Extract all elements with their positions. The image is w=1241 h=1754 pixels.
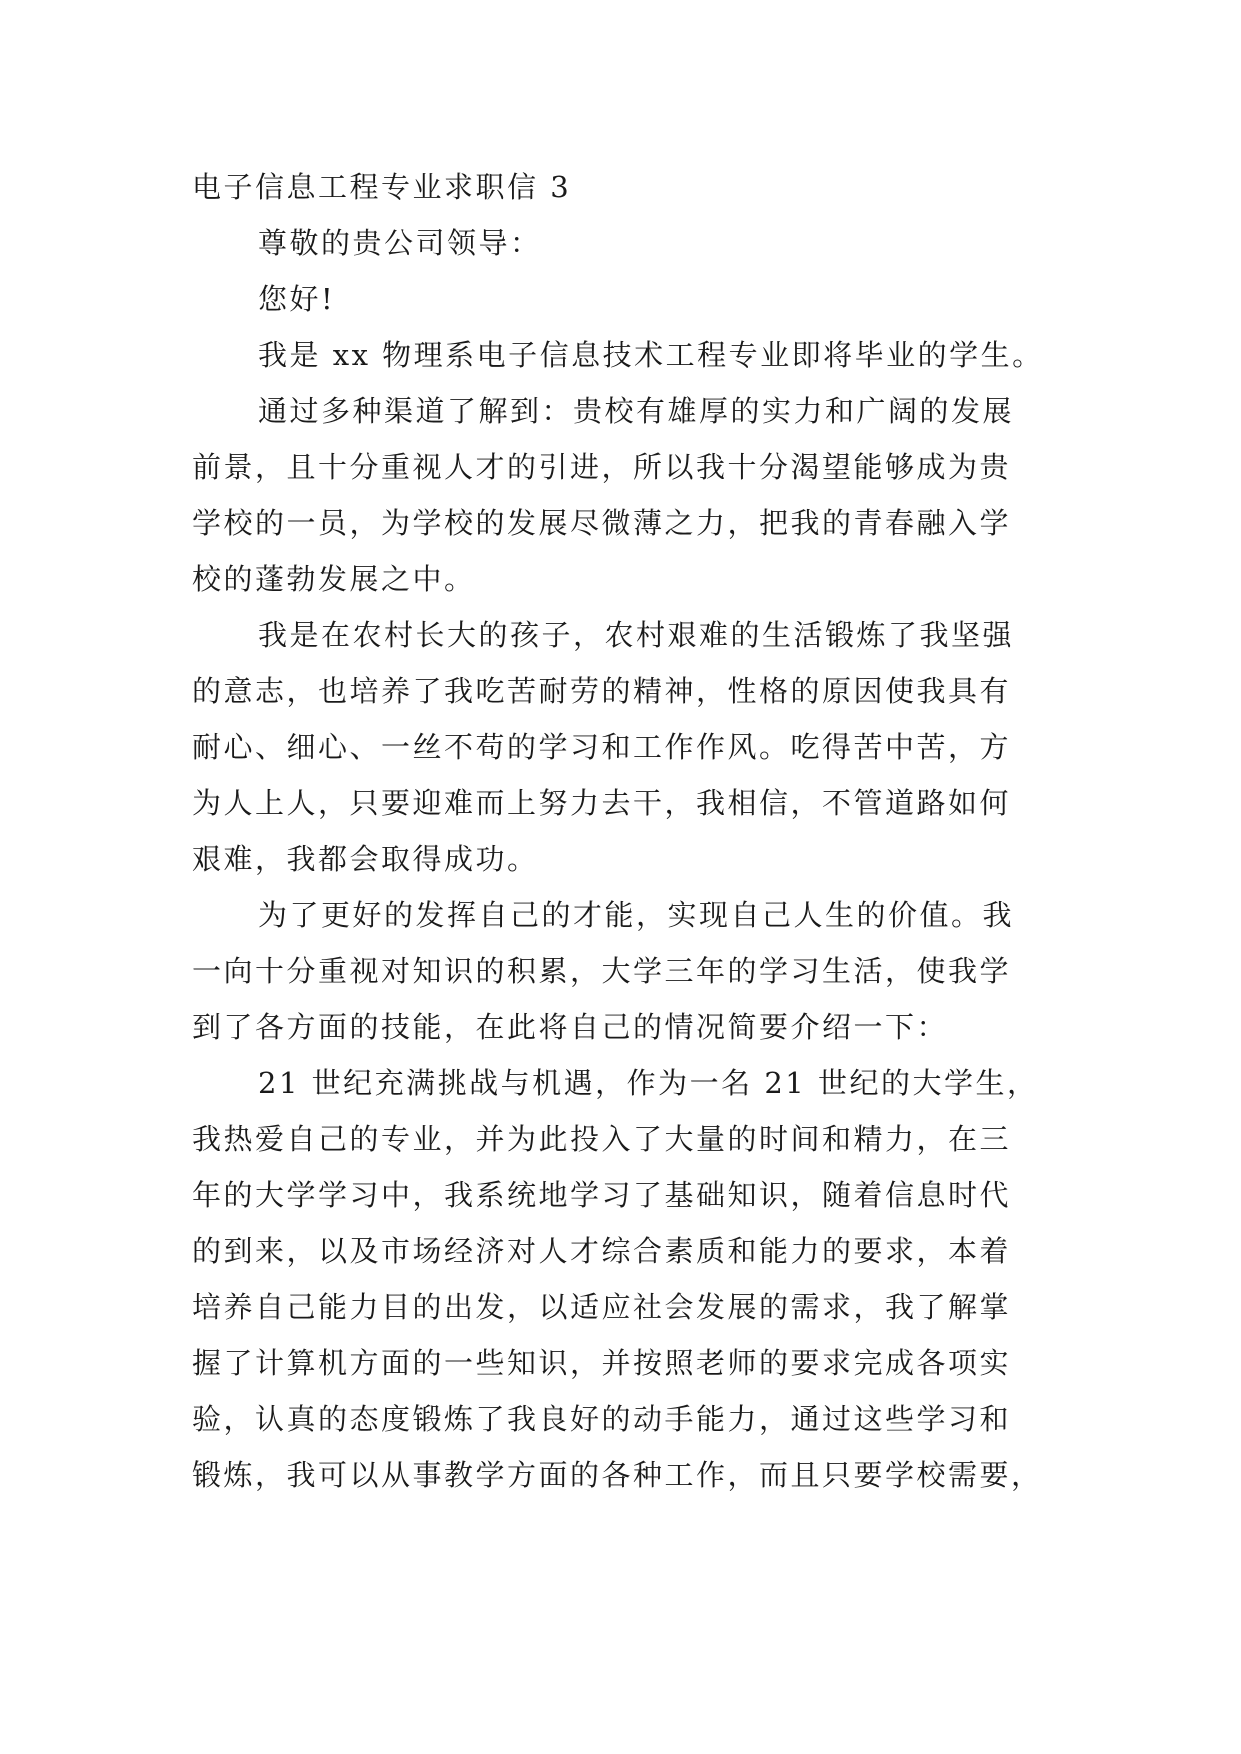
paragraph-4-line-1: 21 世纪充满挑战与机遇，作为一名 21 世纪的大学生， xyxy=(258,1066,1039,1100)
paragraph-2-line-2: 的意志，也培养了我吃苦耐劳的精神，性格的原因使我具有 xyxy=(192,674,1012,708)
paragraph-4-line-7: 验，认真的态度锻炼了我良好的动手能力，通过这些学习和 xyxy=(192,1402,1012,1436)
paragraph-2-line-5: 艰难，我都会取得成功。 xyxy=(192,842,539,876)
paragraph-4-line-4: 的到来，以及市场经济对人才综合素质和能力的要求，本着 xyxy=(192,1234,1012,1268)
paragraph-1-line-1: 通过多种渠道了解到：贵校有雄厚的实力和广阔的发展 xyxy=(258,394,1015,428)
intro-line: 我是 xx 物理系电子信息技术工程专业即将毕业的学生。 xyxy=(258,338,1044,372)
paragraph-4-line-6: 握了计算机方面的一些知识，并按照老师的要求完成各项实 xyxy=(192,1346,1012,1380)
paragraph-1-line-3: 学校的一员，为学校的发展尽微薄之力，把我的青春融入学 xyxy=(192,506,1012,540)
paragraph-2-line-3: 耐心、细心、一丝不苟的学习和工作作风。吃得苦中苦，方 xyxy=(192,730,1012,764)
paragraph-3-line-3: 到了各方面的技能，在此将自己的情况简要介绍一下： xyxy=(192,1010,949,1044)
paragraph-3-line-1: 为了更好的发挥自己的才能，实现自己人生的价值。我 xyxy=(258,898,1015,932)
paragraph-4-line-8: 锻炼，我可以从事教学方面的各种工作，而且只要学校需要， xyxy=(192,1458,1043,1492)
greeting: 您好! xyxy=(258,282,336,316)
paragraph-3-line-2: 一向十分重视对知识的积累，大学三年的学习生活，使我学 xyxy=(192,954,1012,988)
document-title: 电子信息工程专业求职信 3 xyxy=(192,170,572,204)
paragraph-4-line-2: 我热爱自己的专业，并为此投入了大量的时间和精力，在三 xyxy=(192,1122,1012,1156)
paragraph-1-line-4: 校的蓬勃发展之中。 xyxy=(192,562,476,596)
paragraph-4-line-5: 培养自己能力目的出发，以适应社会发展的需求，我了解掌 xyxy=(192,1290,1012,1324)
salutation: 尊敬的贵公司领导： xyxy=(258,226,542,260)
paragraph-4-line-3: 年的大学学习中，我系统地学习了基础知识，随着信息时代 xyxy=(192,1178,1012,1212)
paragraph-1-line-2: 前景，且十分重视人才的引进，所以我十分渴望能够成为贵 xyxy=(192,450,1012,484)
paragraph-2-line-1: 我是在农村长大的孩子，农村艰难的生活锻炼了我坚强 xyxy=(258,618,1015,652)
paragraph-2-line-4: 为人上人，只要迎难而上努力去干，我相信，不管道路如何 xyxy=(192,786,1012,820)
